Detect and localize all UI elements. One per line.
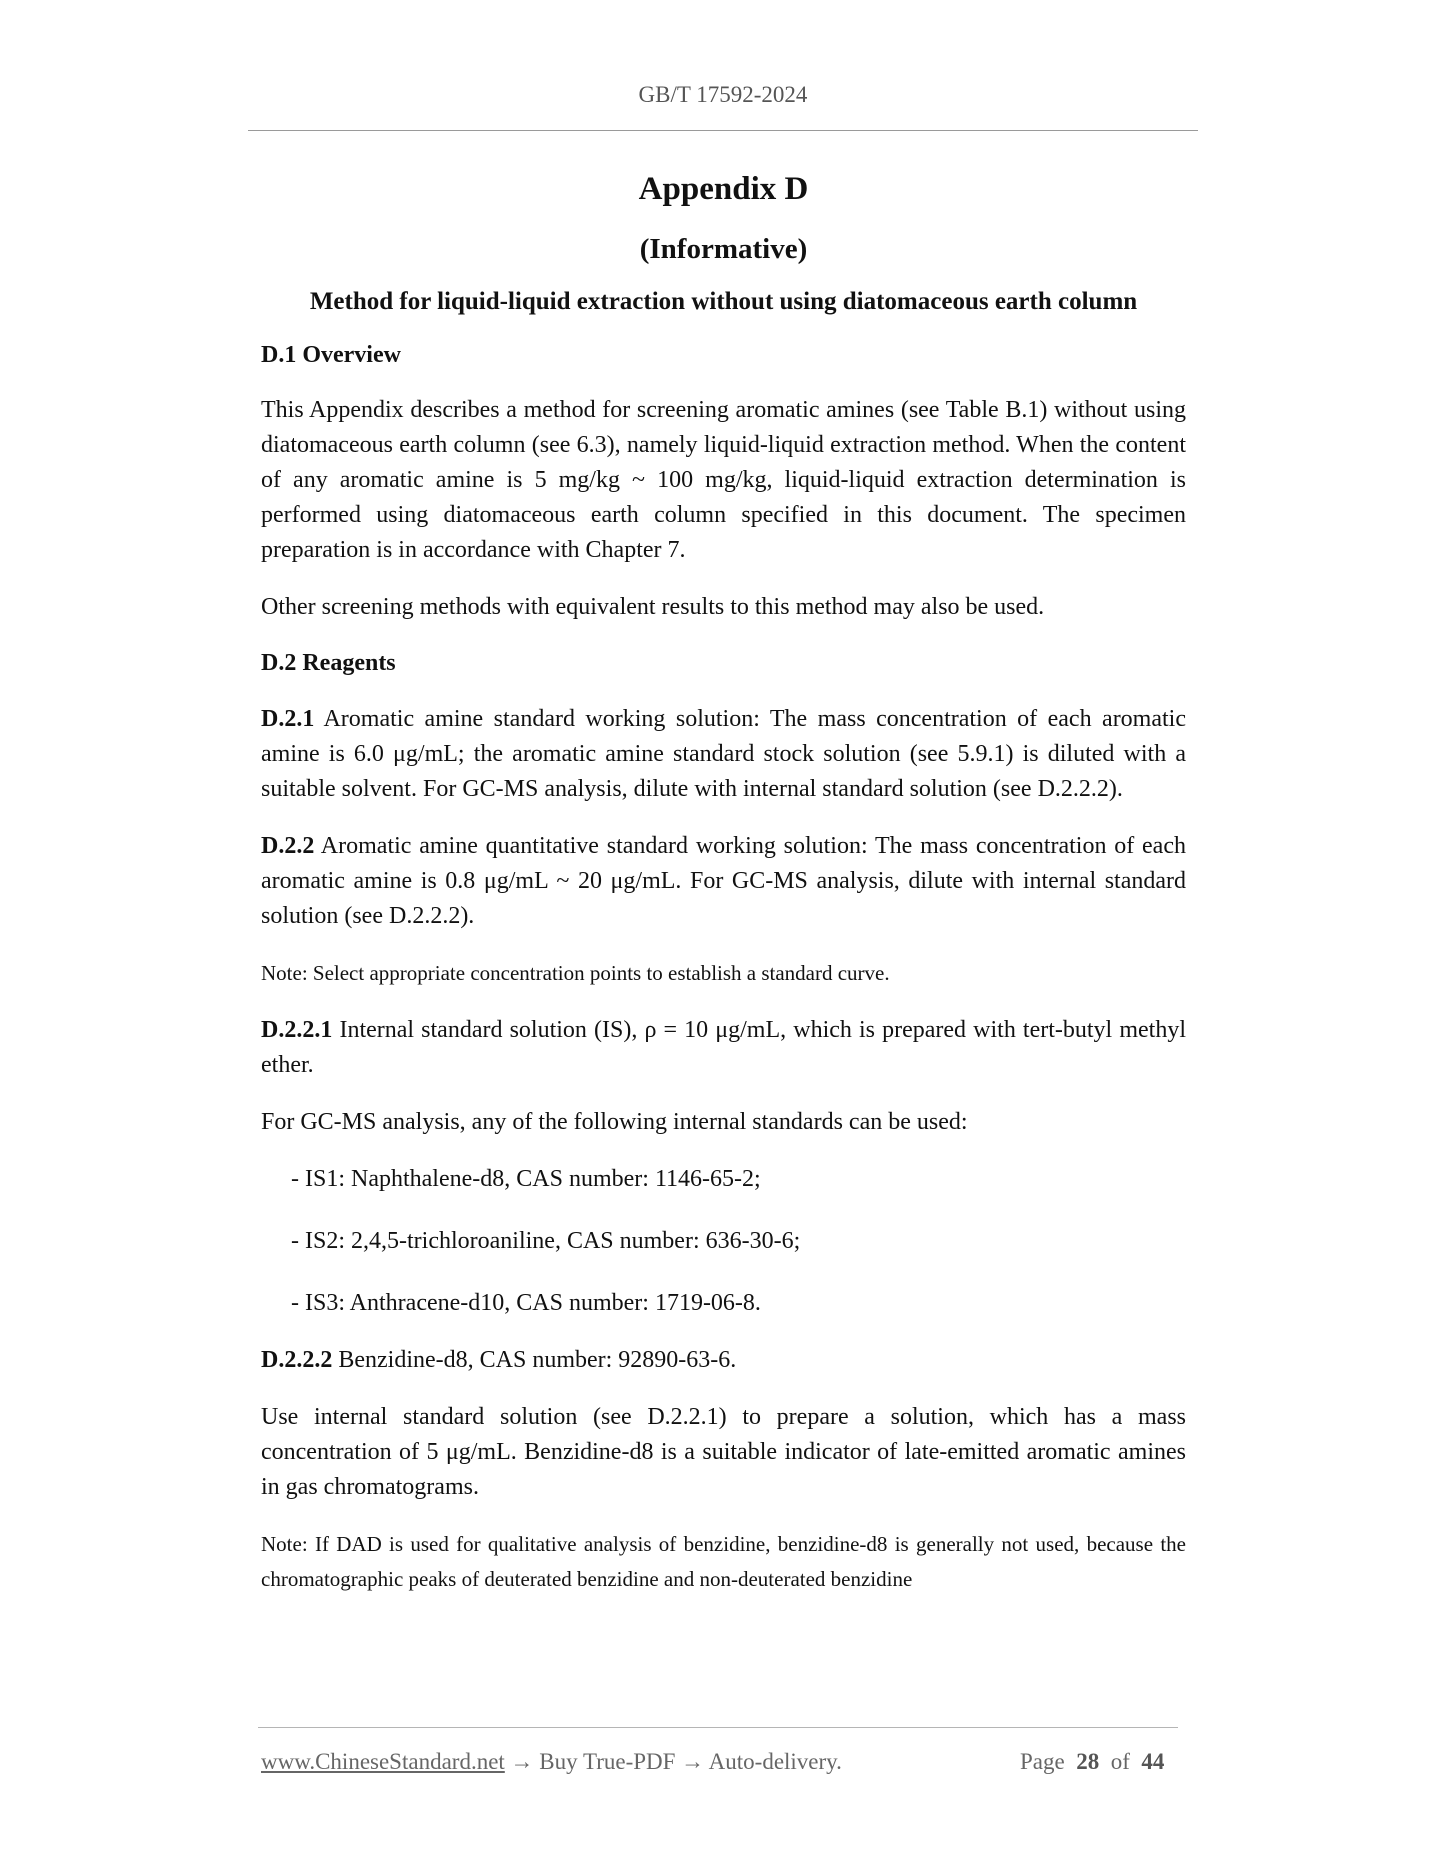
clause-text: Internal standard solution (IS), ρ = 10 μg/mL, which is prepared with tert-butyl methyl ether. [261,1016,1186,1078]
header-divider [248,130,1198,131]
current-page-number: 28 [1076,1749,1100,1774]
note-dad-benzidine: Note: If DAD is used for qualitative analysis of benzidine, benzidine-d8 is generally not used, because the chromatographic peaks of deuterated benzidine and non-deuterated benzidine [261,1531,1186,1591]
page-indicator [1020,1749,1164,1775]
clause-d-2-1 [261,702,1186,807]
page-word: Page [1020,1749,1065,1774]
list-item: - IS1: Naphthalene-d8, CAS number: 1146-65-2; [291,1165,761,1192]
clause-d-2-2 [261,829,1186,934]
list-item: - IS3: Anthracene-d10, CAS number: 1719-06-8. [291,1289,761,1316]
promo-text: → Buy True-PDF → Auto-delivery. [504,1749,842,1774]
section-heading-d2: D.2 Reagents [261,650,396,677]
appendix-title: Appendix D [638,171,809,207]
clause-d-2-2-2 [261,1343,1186,1378]
clause-label: D.2.1 [261,705,315,732]
clause-label: D.2.2 [261,832,315,859]
clause-label: D.2.2.1 [261,1016,333,1043]
clause-label: D.2.2.2 [261,1346,333,1373]
clause-text: Aromatic amine quantitative standard working solution: The mass concentration of each aromatic amine is 0.8 μg/mL ~ 20 μg/mL. For GC-MS analysis, dilute with internal standard solution (see D.2.2.2). [261,832,1186,929]
footer-divider [258,1727,1178,1728]
site-link[interactable]: www.ChineseStandard.net [261,1749,505,1774]
d1-other-methods-paragraph: Other screening methods with equivalent results to this method may also be used. [261,594,1045,621]
section-heading-d1: D.1 Overview [261,341,401,368]
total-pages-number: 44 [1141,1749,1165,1774]
d1-overview-paragraph: This Appendix describes a method for screening aromatic amines (see Table B.1) without using diatomaceous earth column (see 6.3), namely liquid-liquid extraction method. When the content of any aromatic amine is 5 mg/kg ~ 100 mg/kg, liquid-liquid extraction determination is performed using diatomaceous earth column specified in this document. The specimen preparation is in accordance with Chapter 7. [261,397,1186,564]
clause-text: Benzidine-d8, CAS number: 92890-63-6. [332,1346,737,1373]
note-standard-curve: Note: Select appropriate concentration points to establish a standard curve. [261,960,890,985]
list-item: - IS2: 2,4,5-trichloroaniline, CAS number: 636-30-6; [291,1227,801,1254]
internal-standard-usage-paragraph: Use internal standard solution (see D.2.2.1) to prepare a solution, which has a mass concentration of 5 μg/mL. Benzidine-d8 is a suitable indicator of late-emitted aromatic amines in gas chromatograms. [261,1403,1186,1500]
gcms-internal-standards-intro: For GC-MS analysis, any of the following internal standards can be used: [261,1108,968,1135]
clause-d-2-2-1 [261,1013,1186,1083]
page-content [261,170,1186,1619]
clause-text: Aromatic amine standard working solution: The mass concentration of each aromatic amine is 6.0 μg/mL; the aromatic amine standard stock solution (see 5.9.1) is diluted with a suitable solvent. For GC-MS analysis, dilute with internal standard solution (see D.2.2.2). [261,705,1186,802]
appendix-subtitle: (Informative) [639,232,808,265]
of-word: of [1110,1749,1130,1774]
document-code-header: GB/T 17592-2024 [638,82,808,107]
method-title: Method for liquid-liquid extraction without using diatomaceous earth column [309,288,1138,316]
footer-promo [261,1749,842,1775]
